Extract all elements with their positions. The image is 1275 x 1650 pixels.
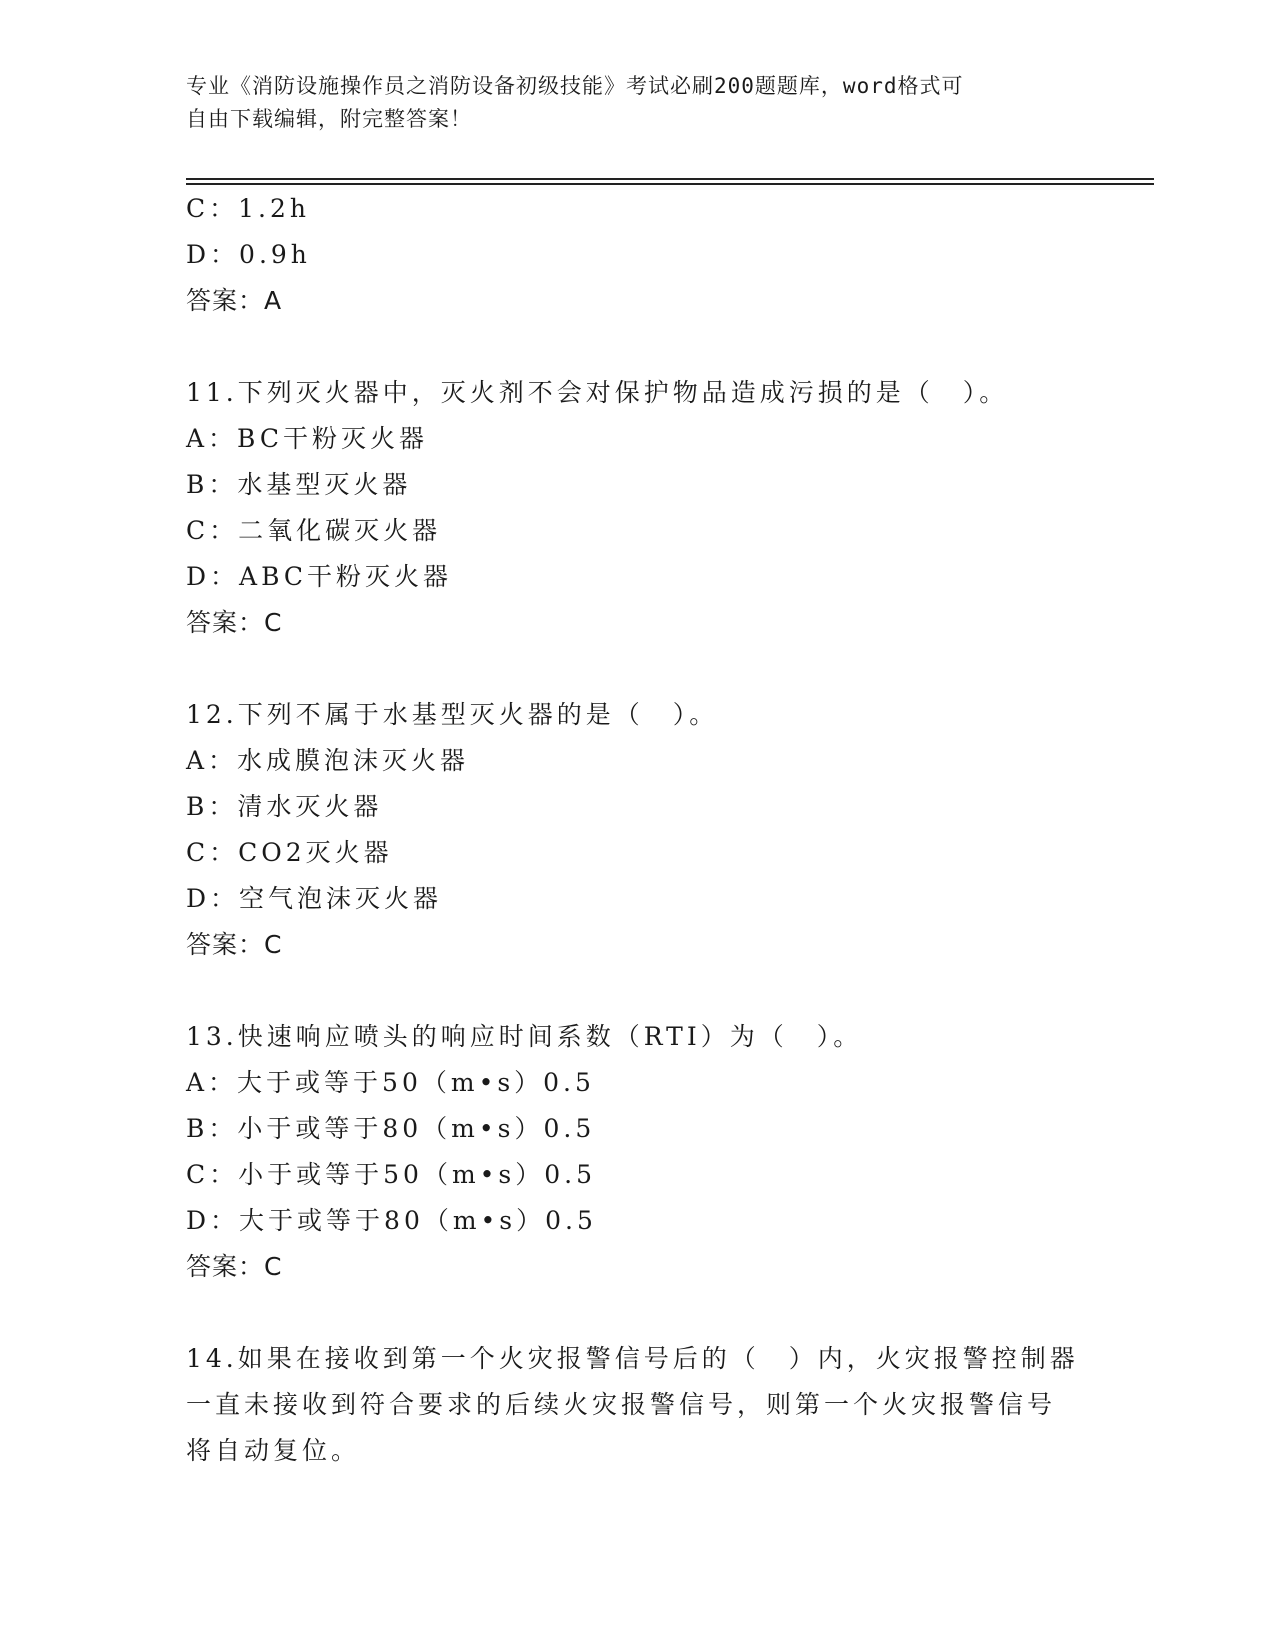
header-line-2: 自由下载编辑，附完整答案！ bbox=[186, 107, 472, 131]
answer-line: 答案：C bbox=[186, 1252, 283, 1281]
document-header bbox=[186, 70, 1066, 136]
previous-question-tail bbox=[186, 186, 1086, 324]
option-a: A：大于或等于50（m•s）0.5 bbox=[186, 1068, 595, 1097]
spacer bbox=[186, 968, 1086, 1014]
question-13 bbox=[186, 1014, 1086, 1290]
option-d: D：ABC干粉灭火器 bbox=[186, 562, 453, 591]
question-12 bbox=[186, 692, 1086, 968]
option-a: A：水成膜泡沫灭火器 bbox=[186, 746, 470, 775]
header-divider-top bbox=[186, 178, 1154, 180]
option-b: B：清水灭火器 bbox=[186, 792, 383, 821]
question-stem-line-2: 一直未接收到符合要求的后续火灾报警信号，则第一个火灾报警信号 bbox=[186, 1390, 1057, 1419]
option-b: B：小于或等于80（m•s）0.5 bbox=[186, 1114, 596, 1143]
question-list bbox=[186, 186, 1086, 1474]
question-stem: 12.下列不属于水基型灭火器的是（ ）。 bbox=[186, 700, 719, 729]
header-divider-bottom bbox=[186, 183, 1154, 185]
header-line-1: 专业《消防设施操作员之消防设备初级技能》考试必刷200题题库，word格式可 bbox=[186, 74, 964, 98]
spacer bbox=[186, 646, 1086, 692]
option-a: A：BC干粉灭火器 bbox=[186, 424, 429, 453]
option-c: C：二氧化碳灭火器 bbox=[186, 516, 442, 545]
question-stem: 11.下列灭火器中，灭火剂不会对保护物品造成污损的是（ ）。 bbox=[186, 378, 1009, 407]
question-14 bbox=[186, 1336, 1086, 1474]
option-b: B：水基型灭火器 bbox=[186, 470, 412, 499]
option-d: D：大于或等于80（m•s）0.5 bbox=[186, 1206, 597, 1235]
answer-line: 答案：A bbox=[186, 286, 283, 315]
answer-line: 答案：C bbox=[186, 608, 283, 637]
option-d: D：空气泡沫灭火器 bbox=[186, 884, 443, 913]
option-c: C：1.2h bbox=[186, 194, 310, 223]
answer-line: 答案：C bbox=[186, 930, 283, 959]
question-stem-line-1: 14.如果在接收到第一个火灾报警信号后的（ ）内，火灾报警控制器 bbox=[186, 1344, 1079, 1373]
option-c: C：小于或等于50（m•s）0.5 bbox=[186, 1160, 596, 1189]
option-d: D：0.9h bbox=[186, 240, 311, 269]
question-stem-line-3: 将自动复位。 bbox=[186, 1436, 361, 1465]
question-stem: 13.快速响应喷头的响应时间系数（RTI）为（ ）。 bbox=[186, 1022, 863, 1051]
spacer bbox=[186, 1290, 1086, 1336]
spacer bbox=[186, 324, 1086, 370]
question-11 bbox=[186, 370, 1086, 646]
option-c: C：CO2灭火器 bbox=[186, 838, 393, 867]
